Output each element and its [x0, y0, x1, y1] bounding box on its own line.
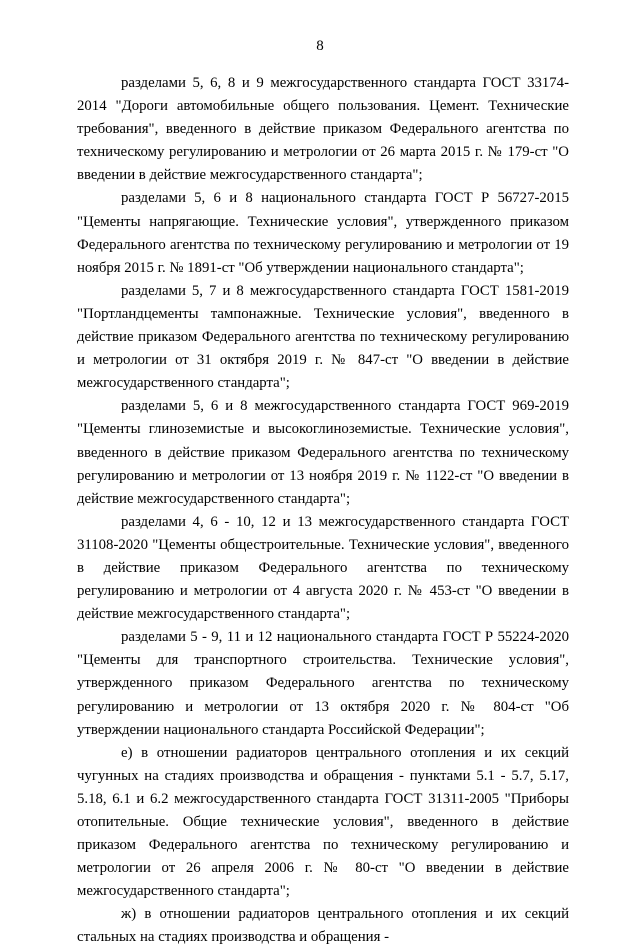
paragraph-item-e: е) в отношении радиаторов центрального отопления и их секций чугунных на стадиях производства и обращения - пунктами 5.1 - 5.7, 5.17, 5.18, 6.1 и 6.2 межгосударственного стандарта ГОСТ 31311-2005 "Приборы отопительные. Общие технические условия", введенного в действие приказом Федерального агентства по техническому регулированию и метрологии от 26 апреля 2006 г. № 80-ст "О введении в действие межгосударственного стандарта"; — [77, 744, 569, 900]
page-number: 8 — [316, 38, 324, 54]
document-body — [77, 72, 569, 950]
paragraph-gost-r-56727: разделами 5, 6 и 8 национального стандарта ГОСТ Р 56727-2015 "Цементы напрягающие. Технические условия", утвержденного приказом Федерального агентства по техническому регулированию и метрологии от 19 ноября 2015 г. № 1891-ст "Об утверждении национального стандарта"; — [77, 190, 569, 276]
paragraph-gost-969: разделами 5, 6 и 8 межгосударственного стандарта ГОСТ 969-2019 "Цементы глиноземистые и высокоглиноземистые. Технические условия", введенного в действие приказом Федерального агентства по техническому регулированию и метрологии от 13 ноября 2019 г. № 1122-ст "О введении в действие межгосударственного стандарта"; — [77, 398, 569, 507]
paragraph-gost-33174: разделами 5, 6, 8 и 9 межгосударственного стандарта ГОСТ 33174-2014 "Дороги автомобильные общего пользования. Цемент. Технические требования", введенного в действие приказом Федерального агентства по техническому регулированию и метрологии от 26 марта 2015 г. № 179-ст "О введении в действие межгосударственного стандарта"; — [77, 75, 569, 184]
paragraph-gost-31108: разделами 4, 6 - 10, 12 и 13 межгосударственного стандарта ГОСТ 31108-2020 "Цементы общестроительные. Технические условия", введенного в действие приказом Федерального агентства по техническому регулированию и метрологии от 4 августа 2020 г. № 453-ст "О введении в действие межгосударственного стандарта"; — [77, 513, 569, 623]
paragraph-item-zh: ж) в отношении радиаторов центрального отопления и их секций стальных на стадиях производства и обращения - — [77, 906, 569, 946]
paragraph-gost-1581: разделами 5, 7 и 8 межгосударственного стандарта ГОСТ 1581-2019 "Портландцементы тампонажные. Технические условия", введенного в действие приказом Федерального агентства по техническому регулированию и метрологии от 31 октября 2019 г. № 847-ст "О введении в действие межгосударственного стандарта"; — [77, 282, 569, 392]
paragraph-gost-r-55224: разделами 5 - 9, 11 и 12 национального стандарта ГОСТ Р 55224-2020 "Цементы для транспортного строительства. Технические условия", утвержденного приказом Федерального агентства по техническому регулированию и метрологии от 13 октября 2020 г. № 804-ст "Об утверждении национального стандарта Российской Федерации"; — [77, 629, 569, 738]
